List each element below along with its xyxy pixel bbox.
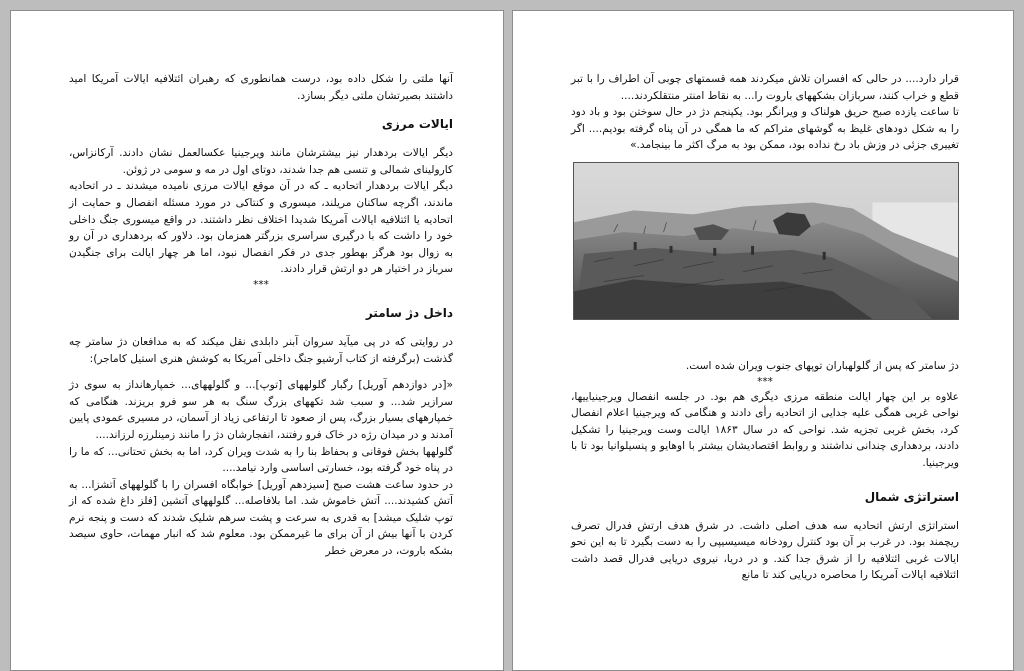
quote-paragraph: تا ساعت یازده صبح حریق هولناک و ویرانگر بود. یکپنجم دژ در حال سوختن بود و باد دود را به شکل دودهای غلیظ به گوشهای متراکم که ما همگی در آن پناه گرفته بودیم.... اگر تغییری جزئی در وزش باد رخ نداده بود، ممکن بود به مرگ اکثر ما بینجامد.» <box>571 106 959 152</box>
right-page-text <box>571 71 959 584</box>
section-heading-border-states: ایالات مرزی <box>381 117 453 132</box>
paragraph: در روایتی که در پی میآید سروان آبنر دابلدی نقل میکند که به مدافعان دژ سامتر چه گذشت (برگرفته از کتاب آرشیو جنگ داخلی آمریکا به کوشش هنری استیل کاماجر): <box>69 335 453 365</box>
quote-paragraph: قرار دارد.... در حالی که افسران تلاش میکردند همه قسمتهای چوبی آن اطراف را با تبر قطع و خراب کنند، سربازان بشکههای باروت را... به نقاط امنتر منتقلکردند.... <box>571 73 959 102</box>
intro-paragraph: آنها ملتی را شکل داده بود، درست همانطوری که رهبران ائتلافیه ایالات آمریکا امید داشتند بصیرتشان ملتی دیگر بسازد. <box>69 73 453 102</box>
paragraph: استراتژی ارتش اتحادیه سه هدف اصلی داشت. در شرق هدف ارتش فدرال تصرف ریچمند بود. در غرب بر آن بود کنترل رودخانه میسیسیپی را به دست بگیرد تا به این نحو ایالات غربی ائتلافیه را از شرق جدا کند. و در دریا، نیروی دریایی فدرال قصد داشت ائتلافیه ایالات آمریکا را محاصره دریایی کند تا مانع <box>571 519 959 582</box>
quote-paragraph: گلولهها بخش فوقانی و بحفاظ بنا را به شدت ویران کرد، اما به بخش تحتانی... که ما را در پناه خود گرفته بود، خسارتی اساسی وارد نیامد.... <box>69 445 453 475</box>
quote-paragraph: «[در دوازدهم آوریل] رگبار گلولههای [توپ]... و گلولههای... خمپارهانداز به سوی دژ سرازیر شد... و سبب شد تکههای بزرگ سنگ به هر سو فرو بریزند. هنگامی که خمپارههای بسیار بزرگ، پس از صعود تا ارتفاعی زیاد از آسمان، در مسیری عمودی پایین آمدند و در میدان رژه در خاک فرو رفتند، انفجارشان دژ را مانند زمینلرزه لرزاند.... <box>69 379 453 441</box>
left-page <box>10 10 504 671</box>
separator: *** <box>253 278 269 291</box>
paragraph: علاوه بر این چهار ایالت منطقه مرزی دیگری هم بود. در جلسه انفصال ویرجینیاییها، نواحی غربی همگی علیه جدایی از اتحادیه رأی دادند و هنگامی که ویرجینیا اعلام انفصال کرد، بخش غربی تجزیه شد. نواحی که در سال ۱۸۶۳ ایالت وست ویرجینیا را تشکیل دادند، بردهداری چندانی نداشتند و روابط اقتصادیشان بیشتر با اوهایو و پنسیلوانیا بود تا با ویرجینیا. <box>571 390 959 469</box>
section-heading-northern-strategy: استراتژی شمال <box>864 489 959 504</box>
photo-caption: دژ سامتر که پس از گلولهباران توپهای جنوب ویران شده است. <box>685 359 959 372</box>
right-page <box>512 10 1014 671</box>
fort-sumter-photo <box>573 162 959 320</box>
fort-ruins-image <box>574 163 958 319</box>
paragraph: دیگر ایالات بردهدار اتحادیه ـ که در آن موقع ایالات مرزی نامیده میشدند ـ در اتحادیه ماندند، اگرچه ساکنان مریلند، میسوری و کنتاکی در مورد مسئله انفصال و حمایت از اتحادیه یا ائتلافیه ایالات آمریکا شدیدا اختلاف نظر داشتند. در واقع میسوری جنگ داخلی خود را داشت که با درگیری سراسری بزرگتر همزمان بود. دلاور که بردهداری در آن رو به زوال بود هرگز بهطور جدی در فکر انفصال نبود، اما هر چهار ایالت برای جنگیدن سرباز در اختیار هر دو ارتش قرار دادند. <box>69 180 453 276</box>
quote-paragraph: در حدود ساعت هشت صبح [سیزدهم آوریل] خوابگاه افسران را با گلولههای آتشزا... به آتش کشیدند.... آتش خاموش شد. اما بلافاصله... گلولههای آتشین [فلز داغ شده که از توپ شلیک میشد] به قدری به سرعت و پشت سرهم شلیک شدند که دست و پنجه نرم کردن با آنها بیش از آن برای ما غیرممکن بود. معلوم شد که انبار مهمات، حاوی سیصد بشکه باروت، در معرض خطر <box>69 478 453 558</box>
section-heading-fort-sumter: داخل دژ سامتر <box>365 305 453 320</box>
left-page-text <box>69 71 453 560</box>
separator: *** <box>757 375 773 388</box>
paragraph: دیگر ایالات بردهدار نیز بیشترشان مانند ویرجینیا عکسالعمل نشان دادند. آرکانزاس، کارولینای شمالی و تنسی هم جدا شدند، دوتای اول در مه و سومی در ژوئن. <box>69 147 453 176</box>
